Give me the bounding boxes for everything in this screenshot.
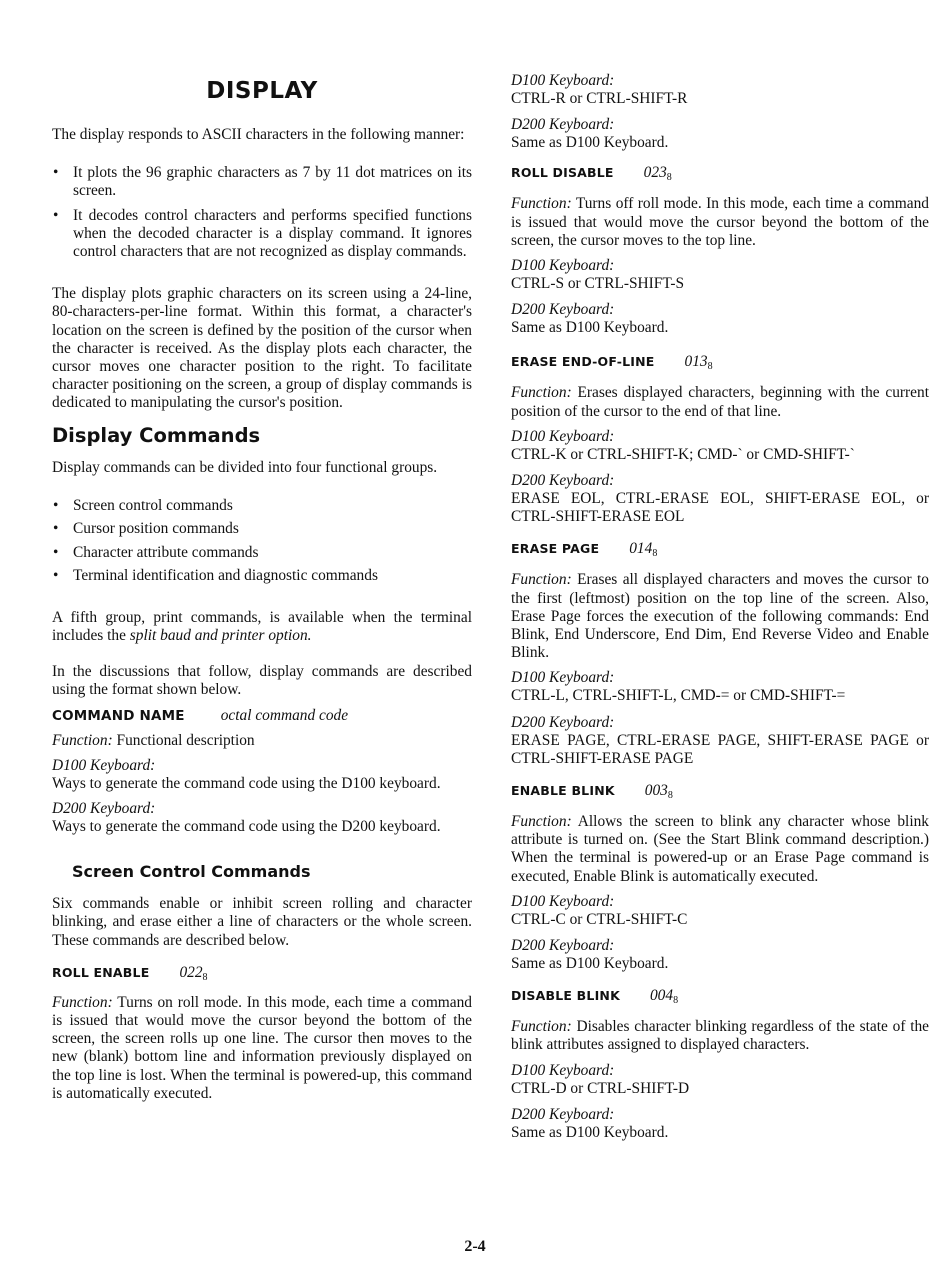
command-name: ROLL DISABLE bbox=[511, 165, 614, 181]
command-header bbox=[511, 164, 929, 187]
d100-keyboard-keys: CTRL-C or CTRL-SHIFT-C bbox=[511, 910, 688, 928]
list-item: • Cursor position commands bbox=[52, 517, 472, 541]
d200-keyboard-keys: ERASE EOL, CTRL-ERASE EOL, SHIFT-ERASE EOL, or CTRL-SHIFT-ERASE EOL bbox=[511, 490, 929, 526]
roll-enable-d200-label: D200 Keyboard: bbox=[511, 116, 615, 134]
format-d100-label: D100 Keyboard: bbox=[52, 756, 156, 774]
function-text: Erases all displayed characters and moves the cursor to the first (leftmost) position on the top line of the screen. Also, Erase Page forces the execution of the following commands: End Blink, End Underscore, End Dim, End Reverse Video and Enable Blink. bbox=[511, 571, 929, 662]
display-behavior-list bbox=[52, 164, 472, 261]
command-function bbox=[511, 571, 929, 662]
section-heading-display-commands: Display Commands bbox=[52, 423, 261, 447]
command-function bbox=[511, 813, 929, 886]
d200-keyboard-label: D200 Keyboard: bbox=[511, 713, 615, 731]
format-command-header bbox=[52, 707, 472, 725]
d100-keyboard-keys: CTRL-D or CTRL-SHIFT-D bbox=[511, 1079, 690, 1097]
d100-keyboard-label: D100 Keyboard: bbox=[511, 669, 615, 687]
command-code: $014_8$ bbox=[629, 540, 658, 560]
function-label: Function: bbox=[511, 813, 572, 831]
command-code: $003_8$ bbox=[644, 782, 673, 802]
d200-keyboard-label: D200 Keyboard: bbox=[511, 472, 615, 490]
function-label: Function: bbox=[511, 195, 572, 213]
function-label: Function: bbox=[52, 731, 113, 749]
format-d200-text: Ways to generate the command code using the D200 keyboard. bbox=[52, 818, 441, 836]
function-text: Turns on roll mode. In this mode, each time a command is issued that would move the cursor beyond the bottom of the screen, the screen rolls up one line. The cursor then moves to the new (blank) bottom line and information previously displayed on the top line is lost. When the terminal is powered-up, this command is automatically executed. bbox=[52, 993, 472, 1102]
command-entry bbox=[511, 782, 929, 973]
d100-keyboard-keys: CTRL-L, CTRL-SHIFT-L, CMD-= or CMD-SHIFT-= bbox=[511, 687, 846, 705]
command-entry bbox=[511, 353, 929, 526]
command-entry bbox=[511, 164, 929, 337]
d100-keyboard-keys: CTRL-K or CTRL-SHIFT-K; CMD-` or CMD-SHIFT-` bbox=[511, 445, 855, 463]
function-label: Function: bbox=[52, 993, 113, 1011]
function-label: Function: bbox=[511, 384, 572, 402]
page-number: 2-4 bbox=[464, 1238, 486, 1255]
page-title: DISPLAY bbox=[206, 78, 318, 104]
d100-keyboard-label: D100 Keyboard: bbox=[511, 427, 615, 445]
command-entry bbox=[511, 540, 929, 768]
format-intro: In the discussions that follow, display commands are described using the format shown below. bbox=[52, 663, 472, 699]
list-item: • Terminal identification and diagnostic commands bbox=[52, 564, 472, 588]
function-label: Function: bbox=[511, 571, 572, 589]
roll-enable-header bbox=[52, 964, 472, 987]
format-paragraph: The display plots graphic characters on its screen using a 24-line, 80-characters-per-line format. Within this format, a character's location on the screen is defined by the position of the cursor when the character is received. As the display plots each character, the cursor moves one character position to the right. To facilitate character positioning on the screen, a group of display commands is dedicated to manipulating the cursor's position. bbox=[52, 285, 472, 412]
function-text: Turns off roll mode. In this mode, each time a command is issued that would move the cursor beyond the bottom of the screen, the cursor moves to the top line. bbox=[511, 195, 929, 249]
d200-keyboard-keys: Same as D100 Keyboard. bbox=[511, 1123, 669, 1141]
command-name: ERASE END-OF-LINE bbox=[511, 354, 655, 370]
right-column bbox=[511, 72, 929, 1142]
roll-enable-d200-keys: Same as D100 Keyboard. bbox=[511, 134, 669, 152]
command-entry bbox=[511, 987, 929, 1142]
command-code: $004_8$ bbox=[649, 987, 679, 1007]
d200-keyboard-label: D200 Keyboard: bbox=[511, 1105, 615, 1123]
printer-option-text: split baud and printer option. bbox=[129, 627, 312, 645]
command-code: $013_8$ bbox=[684, 353, 713, 373]
command-code: $022_8$ bbox=[179, 963, 208, 983]
groups-intro: Display commands can be divided into four functional groups. bbox=[52, 458, 438, 476]
left-column bbox=[52, 68, 472, 1103]
roll-enable-d100-keys: CTRL-R or CTRL-SHIFT-R bbox=[511, 90, 688, 107]
command-groups-list bbox=[52, 494, 472, 588]
list-item: • It decodes control characters and performs specified functions when the decoded character is a display command. It ignores control characters that are not recognized as display commands. bbox=[52, 207, 472, 262]
roll-enable-d100-label: D100 Keyboard: bbox=[511, 72, 615, 89]
command-list bbox=[511, 164, 929, 1142]
command-header bbox=[511, 782, 929, 805]
function-text: Allows the screen to blink any character whose blink attribute is turned on. (See the Start Blink command description.) When the terminal is powered-up or an Erase Page command is executed, Enable Blink is automatically executed. bbox=[511, 813, 929, 885]
d200-keyboard-label: D200 Keyboard: bbox=[511, 937, 615, 955]
d100-keyboard-label: D100 Keyboard: bbox=[511, 892, 615, 910]
screen-control-intro: Six commands enable or inhibit screen rolling and character blinking, and erase either a line of characters or the whole screen. These commands are described below. bbox=[52, 895, 472, 949]
command-function bbox=[511, 1018, 929, 1054]
command-name: ROLL ENABLE bbox=[52, 964, 150, 980]
function-text: Functional description bbox=[112, 731, 255, 749]
command-header bbox=[511, 353, 929, 376]
section-heading-screen-control: Screen Control Commands bbox=[72, 862, 311, 882]
format-d100-text: Ways to generate the command code using the D100 keyboard. bbox=[52, 774, 441, 792]
command-name: ERASE PAGE bbox=[511, 541, 600, 557]
format-function bbox=[52, 732, 472, 750]
list-item: • It plots the 96 graphic characters as 7 by 11 dot matrices on its screen. bbox=[52, 164, 472, 200]
d200-keyboard-label: D200 Keyboard: bbox=[511, 301, 615, 319]
command-function bbox=[511, 195, 929, 250]
d200-keyboard-keys: ERASE PAGE, CTRL-ERASE PAGE, SHIFT-ERASE PAGE or CTRL-SHIFT-ERASE PAGE bbox=[511, 731, 929, 767]
function-text: Disables character blinking regardless of the state of the blink attributes assigned to displayed characters. bbox=[511, 1018, 929, 1054]
roll-enable-function bbox=[52, 994, 472, 1103]
fifth-group-paragraph bbox=[52, 609, 472, 645]
command-name: ENABLE BLINK bbox=[511, 783, 615, 799]
d100-keyboard-label: D100 Keyboard: bbox=[511, 1061, 615, 1079]
function-text: Erases displayed characters, beginning with the current position of the cursor to the end of that line. bbox=[511, 384, 929, 420]
intro-paragraph: The display responds to ASCII characters in the following manner: bbox=[52, 126, 465, 143]
function-label: Function: bbox=[511, 1018, 572, 1036]
d200-keyboard-keys: Same as D100 Keyboard. bbox=[511, 955, 669, 973]
list-item: • Character attribute commands bbox=[52, 541, 472, 565]
command-function bbox=[511, 384, 929, 420]
command-header bbox=[511, 540, 929, 563]
command-code: $023_8$ bbox=[643, 164, 672, 184]
d100-keyboard-label: D100 Keyboard: bbox=[511, 257, 615, 275]
format-command-code: octal command code bbox=[220, 706, 349, 724]
list-item: • Screen control commands bbox=[52, 494, 472, 518]
fifth-group-text: A fifth group, print commands, is available when the terminal includes the bbox=[52, 608, 472, 645]
command-header bbox=[511, 987, 929, 1010]
format-command-name: COMMAND NAME bbox=[52, 707, 185, 724]
d200-keyboard-keys: Same as D100 Keyboard. bbox=[511, 319, 669, 337]
command-name: DISABLE BLINK bbox=[511, 988, 620, 1004]
d100-keyboard-keys: CTRL-S or CTRL-SHIFT-S bbox=[511, 275, 685, 293]
format-d200-label: D200 Keyboard: bbox=[52, 800, 156, 818]
